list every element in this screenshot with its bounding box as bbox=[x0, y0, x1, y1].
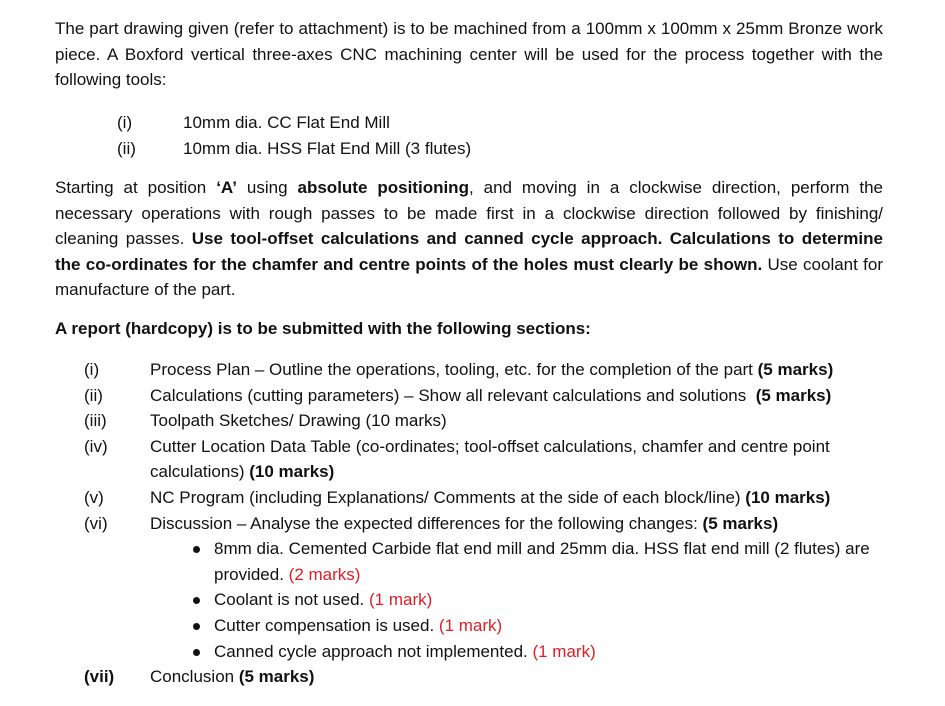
section-description: NC Program (including Explanations/ Comments at the side of each block/line) bbox=[150, 487, 746, 507]
report-section bbox=[84, 383, 884, 409]
section-number: (iv) bbox=[84, 436, 108, 456]
bullet-description: Coolant is not used. bbox=[214, 590, 369, 610]
bullet-marks: (1 mark) bbox=[532, 641, 596, 661]
section-description: Conclusion bbox=[150, 667, 239, 687]
bullet-text bbox=[214, 613, 882, 639]
section-text bbox=[150, 434, 884, 485]
tool-number: (i) bbox=[117, 113, 133, 132]
bullet-dot-icon bbox=[192, 613, 214, 639]
section-marks: (5 marks) bbox=[702, 513, 779, 533]
tools-list bbox=[117, 110, 471, 161]
report-heading: A report (hardcopy) is to be submitted with the following sections: bbox=[55, 319, 591, 338]
instructions-paragraph bbox=[55, 175, 883, 303]
bullet-item bbox=[192, 587, 882, 613]
bullet-text bbox=[214, 587, 882, 613]
section-marks: (5 marks) bbox=[238, 667, 315, 687]
bullet-text bbox=[214, 536, 882, 587]
intro-paragraph: The part drawing given (refer to attachment) is to be machined from a 100mm x 100mm x 25mm Bronze work piece. A Boxford vertical three-axes CNC machining center will be used for the process together with the following tools: bbox=[55, 19, 883, 89]
report-section bbox=[84, 408, 884, 434]
report-section bbox=[84, 511, 884, 537]
bullet-dot-icon bbox=[192, 587, 214, 613]
instructions-text: using bbox=[236, 178, 298, 197]
bullet-marks: (1 mark) bbox=[438, 615, 503, 635]
section-description: Discussion – Analyse the expected differences for the following changes: bbox=[150, 513, 703, 533]
bullet-text bbox=[214, 639, 882, 665]
calculation-requirement: Use tool-offset calculations and canned cycle approach. Calculations to determine the co-ordinates for the chamfer and centre points of the holes must clearly be shown. bbox=[55, 229, 883, 274]
bullet-item bbox=[192, 639, 882, 665]
section-text bbox=[150, 357, 884, 383]
section-number: (v) bbox=[84, 487, 104, 507]
tool-item bbox=[117, 110, 471, 136]
instructions-text: Starting at position bbox=[55, 178, 217, 197]
section-description: Process Plan – Outline the operations, tooling, etc. for the completion of the part bbox=[150, 360, 758, 379]
bullet-dot-icon bbox=[192, 536, 214, 587]
bullet-marks: (1 mark) bbox=[368, 590, 433, 610]
tool-item bbox=[117, 136, 471, 162]
section-marks: (10 marks) bbox=[745, 487, 831, 507]
section-marks: (10 marks) bbox=[249, 462, 335, 482]
section-description: Toolpath Sketches/ Drawing (10 marks) bbox=[150, 411, 447, 431]
bullet-description: Cutter compensation is used. bbox=[214, 615, 439, 635]
section-text bbox=[150, 408, 884, 434]
section-description: Cutter Location Data Table (co-ordinates; tool-offset calculations, chamfer and centre point calculations) bbox=[150, 436, 830, 482]
section-text bbox=[150, 383, 884, 409]
section-number: (vi) bbox=[84, 513, 108, 533]
report-section bbox=[84, 485, 884, 511]
section-number: (i) bbox=[84, 360, 100, 379]
section-number: (ii) bbox=[84, 385, 103, 405]
bullet-item bbox=[192, 613, 882, 639]
bullet-marks: (2 marks) bbox=[288, 564, 361, 584]
bullet-dot-icon bbox=[192, 639, 214, 665]
discussion-bullets bbox=[192, 536, 882, 664]
section-marks: (5 marks) bbox=[757, 360, 834, 379]
bullet-description: 8mm dia. Cemented Carbide flat end mill and 25mm dia. HSS flat end mill (2 flutes) are provided. bbox=[214, 539, 870, 584]
section-text bbox=[150, 664, 884, 690]
section-marks: (5 marks) bbox=[755, 385, 832, 405]
report-section bbox=[84, 434, 884, 485]
report-sections-list bbox=[84, 357, 884, 690]
tool-number: (ii) bbox=[117, 138, 136, 158]
report-section-conclusion bbox=[84, 664, 884, 690]
section-text bbox=[150, 485, 884, 511]
section-number: (iii) bbox=[84, 411, 107, 431]
bullet-item bbox=[192, 536, 882, 587]
section-number: (vii) bbox=[84, 667, 115, 687]
instructions-text: Use coolant for manufacture of the part. bbox=[55, 254, 883, 299]
report-section bbox=[84, 357, 884, 383]
bullet-description: Canned cycle approach not implemented. bbox=[214, 641, 533, 661]
section-text bbox=[150, 511, 884, 537]
position-label: ‘A’ bbox=[216, 178, 237, 197]
section-description: Calculations (cutting parameters) – Show all relevant calculations and solutions bbox=[150, 385, 756, 405]
tool-text: 10mm dia. CC Flat End Mill bbox=[183, 113, 390, 132]
instructions-text: , and moving in a clockwise direction, perform the necessary operations with rough passes to be made first in a clockwise direction followed by finishing/ cleaning passes. bbox=[55, 178, 883, 248]
absolute-positioning-term: absolute positioning bbox=[297, 178, 469, 197]
tool-text: 10mm dia. HSS Flat End Mill (3 flutes) bbox=[183, 138, 472, 158]
